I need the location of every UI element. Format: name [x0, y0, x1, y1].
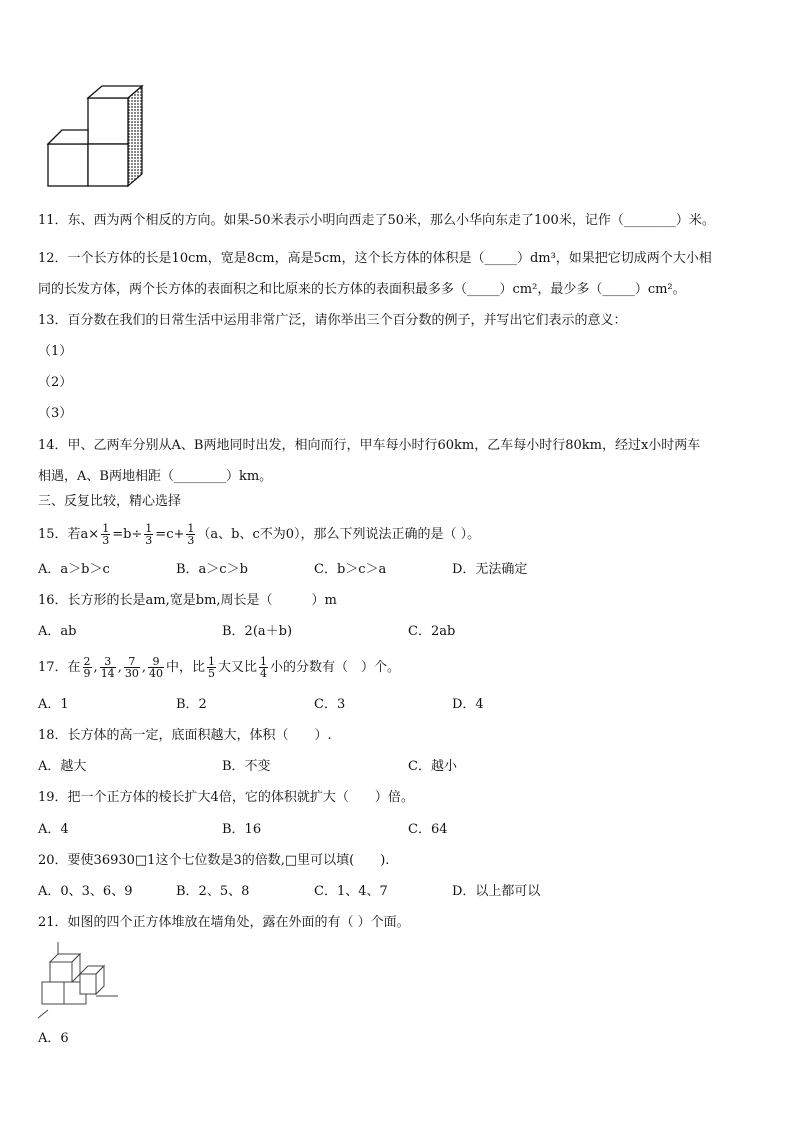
- q17-option-a[interactable]: A．1: [38, 697, 69, 712]
- question-16-stem: 16．长方形的长是am,宽是bm,周长是（ ）m: [38, 593, 337, 608]
- question-20-stem: 20．要使36930□1这个七位数是3的倍数,□里可以填( ).: [38, 853, 390, 868]
- q20-option-b[interactable]: B．2、5、8: [176, 884, 250, 899]
- fraction: $\frac{1}{3}$: [102, 522, 110, 547]
- q21-option-a[interactable]: A．6: [38, 1031, 69, 1046]
- q18-option-b[interactable]: B．不变: [222, 759, 271, 774]
- question-13-item-2: （2）: [38, 375, 73, 390]
- q18-option-a[interactable]: A．越大: [38, 759, 87, 774]
- q15-option-a[interactable]: A．a＞b＞c: [38, 562, 110, 577]
- q16-option-a[interactable]: A．ab: [38, 624, 77, 639]
- q19-option-b[interactable]: B．16: [222, 822, 262, 837]
- question-21-stem: 21．如图的四个正方体堆放在墙角处，露在外面的有（ ）个面。: [38, 915, 410, 930]
- q15-option-b[interactable]: B．a＞c＞b: [176, 562, 248, 577]
- corner-cubes-figure: [36, 940, 126, 1020]
- fraction: $\frac{1}{3}$: [145, 522, 153, 547]
- question-13-item-1: （1）: [38, 344, 73, 359]
- fraction: $\frac{9}{40}$: [148, 655, 163, 680]
- question-15-stem: 15．若a× $\frac{1}{3}$ =b÷ $\frac{1}{3}$ =c+ $\frac{1}{3}$ （a、b、c不为0），那么下列说法正确的是（ ）。: [38, 522, 481, 547]
- question-13-item-3: （3）: [38, 406, 73, 421]
- fraction: $\frac{7}{30}$: [124, 655, 139, 680]
- fraction: $\frac{1}{4}$: [260, 655, 267, 680]
- q20-option-d[interactable]: D．以上都可以: [452, 884, 541, 899]
- question-11: 11．东、西为两个相反的方向。如果-50米表示小明向西走了50米，那么小华向东走了100米，记作（________）米。: [38, 213, 715, 228]
- q16-option-c[interactable]: C．2ab: [408, 624, 456, 639]
- question-12-line1: 12．一个长方体的长是10cm，宽是8cm，高是5cm，这个长方体的体积是（_____）dm³，如果把它切成两个大小相: [38, 251, 712, 266]
- q19-option-c[interactable]: C．64: [408, 822, 448, 837]
- fraction: $\frac{1}{3}$: [187, 522, 195, 547]
- fraction: $\frac{2}{9}$: [83, 655, 91, 680]
- cube-stack-figure: [44, 82, 144, 192]
- question-19-stem: 19．把一个正方体的棱长扩大4倍，它的体积就扩大（ ）倍。: [38, 790, 414, 805]
- q19-option-a[interactable]: A．4: [38, 822, 69, 837]
- question-12-line2: 同的长发方体，两个长方体的表面积之和比原来的长方体的表面积最多多（_____）cm²，最少多（_____）cm²。: [38, 282, 686, 297]
- fraction: $\frac{3}{14}$: [100, 655, 115, 680]
- question-14-line2: 相遇，A、B两地相距（________）km。: [38, 469, 273, 484]
- q17-option-c[interactable]: C．3: [314, 697, 346, 712]
- q20-option-c[interactable]: C．1、4、7: [314, 884, 388, 899]
- q15-option-c[interactable]: C．b＞c＞a: [314, 562, 387, 577]
- q15-option-d[interactable]: D．无法确定: [452, 562, 528, 577]
- fraction: $\frac{1}{5}$: [207, 655, 215, 680]
- q17-option-d[interactable]: D．4: [452, 697, 484, 712]
- section-3-heading: 三、反复比较，精心选择: [38, 494, 182, 509]
- question-13-stem: 13．百分数在我们的日常生活中运用非常广泛，请你举出三个百分数的例子，并写出它们表示的意义：: [38, 313, 627, 328]
- q18-option-c[interactable]: C．越小: [408, 759, 457, 774]
- q16-option-b[interactable]: B．2(a＋b): [222, 624, 293, 639]
- question-17-stem: 17．在 $\frac{2}{9}$ , $\frac{3}{14}$ , $\frac{7}{30}$ , $\frac{9}{40}$ 中，比 $\frac{1}{5}$ 大又比 $\frac{1}{4}$ 小的分数有（ ）个。: [38, 655, 401, 680]
- question-18-stem: 18．长方体的高一定，底面积越大，体积（ ）.: [38, 728, 332, 743]
- question-14-line1: 14．甲、乙两车分别从A、B两地同时出发，相向而行，甲车每小时行60km，乙车每小时行80km，经过x小时两车: [38, 438, 701, 453]
- q20-option-a[interactable]: A．0、3、6、9: [38, 884, 133, 899]
- q17-option-b[interactable]: B．2: [176, 697, 207, 712]
